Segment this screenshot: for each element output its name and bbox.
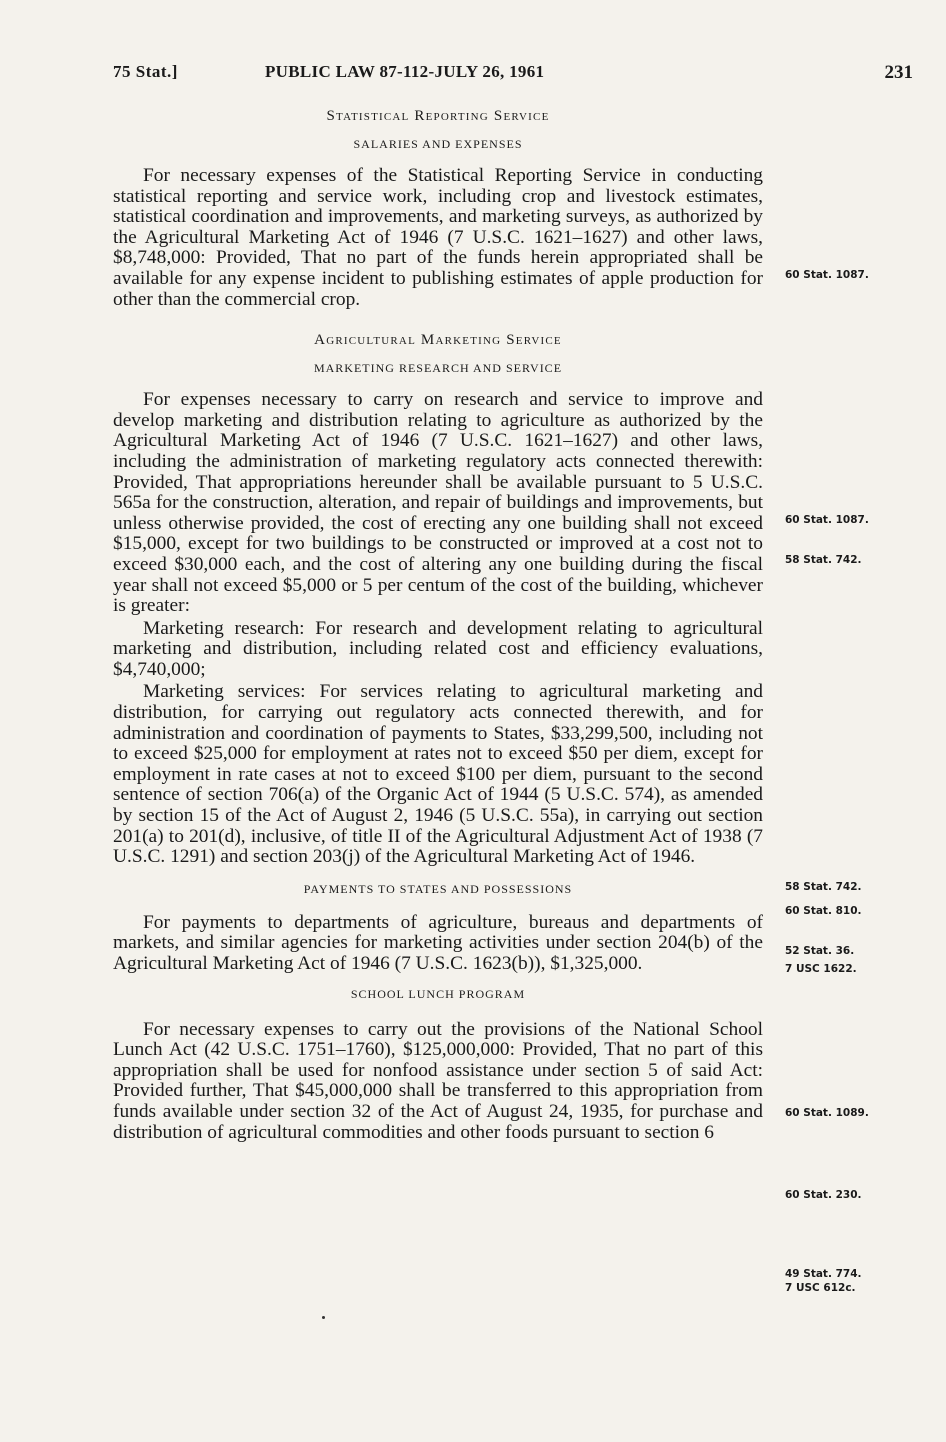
subheading-marketing-research: MARKETING RESEARCH AND SERVICE: [313, 361, 563, 376]
margin-note: 58 Stat. 742.: [785, 881, 862, 893]
subheading-payments-states: PAYMENTS TO STATES AND POSSESSIONS: [303, 881, 573, 896]
public-law-title: PUBLIC LAW 87-112-JULY 26, 1961: [265, 62, 545, 81]
subheading-school-lunch: SCHOOL LUNCH PROGRAM: [350, 986, 526, 1001]
paragraph-marketing-services: Marketing services: For services relating to agricultural marketing and distribution, for carrying out regulatory acts connected therewith, and for administration and coordination of payments to States, $33,299,500, including not to exceed $25,000 for employment at rates not to exceed $50 per diem, except for employment in rate cases at not to exceed $100 per diem, pursuant to the second sentence of section 706(a) of the Organic Act of 1944 (5 U.S.C. 574), as amended by section 15 of the Act of August 2, 1946 (5 U.S.C. 55a), in carrying out section 201(a) to 201(d), inclusive, of title II of the Agricultural Adjustment Act of 1938 (7 U.S.C. 1291) and section 203(j) of the Agricultural Marketing Act of 1946.: [113, 681, 763, 868]
page-mark: [322, 1316, 325, 1319]
paragraph-payments: For payments to departments of agriculture, bureaus and departments of markets, and similar agencies for marketing activities under section 204(b) of the Agricultural Marketing Act of 1946 (7 U.S.C. 1623(b)), $1,325,000.: [113, 911, 763, 974]
margin-note: 60 Stat. 1089.: [785, 1107, 869, 1119]
margin-note: 49 Stat. 774.: [785, 1268, 862, 1280]
subheading-salaries-expenses: SALARIES AND EXPENSES: [353, 137, 523, 151]
page-header: [113, 62, 913, 88]
margin-note: 60 Stat. 230.: [785, 1189, 862, 1201]
margin-note: 7 USC 612c.: [785, 1282, 856, 1294]
document-body: [113, 108, 763, 1161]
paragraph-marketing-research: Marketing research: For research and development relating to agricultural marketing and distribution, including related cost and efficiency evaluations, $4,740,000;: [113, 617, 763, 680]
margin-note: 7 USC 1622.: [785, 963, 857, 975]
section-heading-ams: Agricultural Marketing Service: [314, 332, 562, 349]
section-heading-statistical: Statistical Reporting Service: [326, 108, 550, 124]
paragraph-school-lunch: For necessary expenses to carry out the provisions of the National School Lunch Act (42 U.S.C. 1751–1760), $125,000,000: Provided, That no part of this appropriation shall be used for nonfood assistance under section 5 of said Act: Provided further, That $45,000,000 shall be transferred to this appropriation from funds available under section 32 of the Act of August 24, 1935, for purchase and distribution of agricultural commodities and other foods pursuant to section 6: [113, 1018, 763, 1143]
margin-note: 58 Stat. 742.: [785, 554, 862, 566]
paragraph-ams-general: For expenses necessary to carry on research and service to improve and develop marketing and distribution relating to agriculture as authorized by the Agricultural Marketing Act of 1946 (7 U.S.C. 1621–1627) and other laws, including the administration of marketing regulatory acts connected therewith: Provided, That appropriations hereunder shall be available pursuant to 5 U.S.C. 565a for the construction, alteration, and repair of buildings and improvements, but unless otherwise provided, the cost of erecting any one building shall not exceed $15,000, except for two buildings to be constructed or improved at a cost not to exceed $30,000 each, and the cost of altering any one building during the fiscal year shall not exceed $5,000 or 5 per centum of the cost of the building, whichever is greater:: [113, 389, 763, 617]
paragraph-statistical: For necessary expenses of the Statistical Reporting Service in conducting statistical reporting and service work, including crop and livestock estimates, statistical coordination and improvements, and marketing surveys, as authorized by the Agricultural Marketing Act of 1946 (7 U.S.C. 1621–1627) and other laws, $8,748,000: Provided, That no part of the funds herein appropriated shall be available for any expense incident to publishing estimates of apple production for other than the commercial crop.: [113, 165, 763, 310]
margin-note: 60 Stat. 1087.: [785, 514, 869, 526]
margin-note: 60 Stat. 1087.: [785, 269, 869, 281]
page-number: 231: [884, 62, 913, 83]
margin-note: 52 Stat. 36.: [785, 945, 855, 957]
volume-reference: 75 Stat.]: [113, 62, 178, 81]
margin-note: 60 Stat. 810.: [785, 905, 862, 917]
